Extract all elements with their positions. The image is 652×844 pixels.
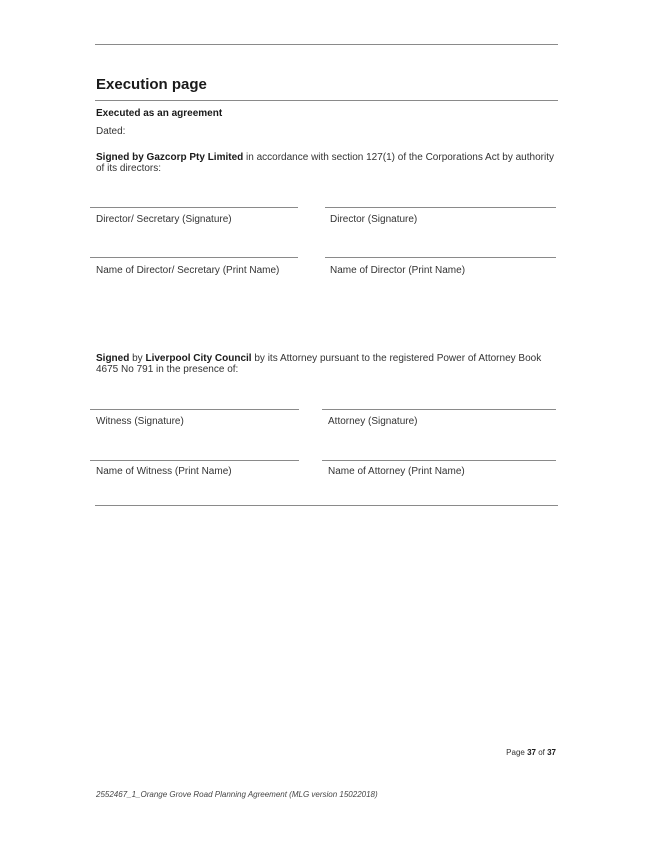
page-number-current: 37 <box>527 748 536 757</box>
attorney-name-line <box>322 460 556 461</box>
title-rule <box>95 100 558 101</box>
witness-signature-line <box>90 409 299 410</box>
council-by-word: by <box>129 353 146 364</box>
page-title: Execution page <box>96 76 207 93</box>
page-number <box>506 748 556 757</box>
witness-signature-label: Witness (Signature) <box>96 416 184 427</box>
page-number-total: 37 <box>547 748 556 757</box>
attorney-signature-label: Attorney (Signature) <box>328 416 418 427</box>
council-signing-statement <box>96 353 556 375</box>
document-footer: 2552467_1_Orange Grove Road Planning Agreement (MLG version 15022018) <box>96 790 378 799</box>
director-signature-line <box>325 207 556 208</box>
witness-name-label: Name of Witness (Print Name) <box>96 466 232 477</box>
director-secretary-signature-label: Director/ Secretary (Signature) <box>96 214 232 225</box>
director-secretary-name-line <box>90 257 298 258</box>
gazcorp-signing-statement <box>96 152 556 174</box>
council-name: Liverpool City Council <box>145 353 252 364</box>
attorney-signature-line <box>322 409 556 410</box>
page-number-separator: of <box>535 748 548 757</box>
page-number-prefix: Page <box>506 748 528 757</box>
gazcorp-statement-text: in accordance with section 127(1) of the Corporations Act by authority of its directors: <box>96 152 554 174</box>
council-statement-text: by its Attorney pursuant to the registered Power of Attorney Book 4675 No 791 in the presence of: <box>96 353 542 375</box>
top-rule <box>95 44 558 45</box>
director-secretary-name-label: Name of Director/ Secretary (Print Name) <box>96 265 280 276</box>
director-name-label: Name of Director (Print Name) <box>330 265 466 276</box>
subtitle: Executed as an agreement <box>96 108 223 119</box>
director-signature-label: Director (Signature) <box>330 214 418 225</box>
bottom-rule <box>95 505 558 506</box>
dated-label: Dated: <box>96 126 126 137</box>
director-name-line <box>325 257 556 258</box>
witness-name-line <box>90 460 299 461</box>
attorney-name-label: Name of Attorney (Print Name) <box>328 466 465 477</box>
council-signed-label: Signed <box>96 353 130 364</box>
gazcorp-signed-by: Signed by Gazcorp Pty Limited <box>96 152 244 163</box>
director-secretary-signature-line <box>90 207 298 208</box>
